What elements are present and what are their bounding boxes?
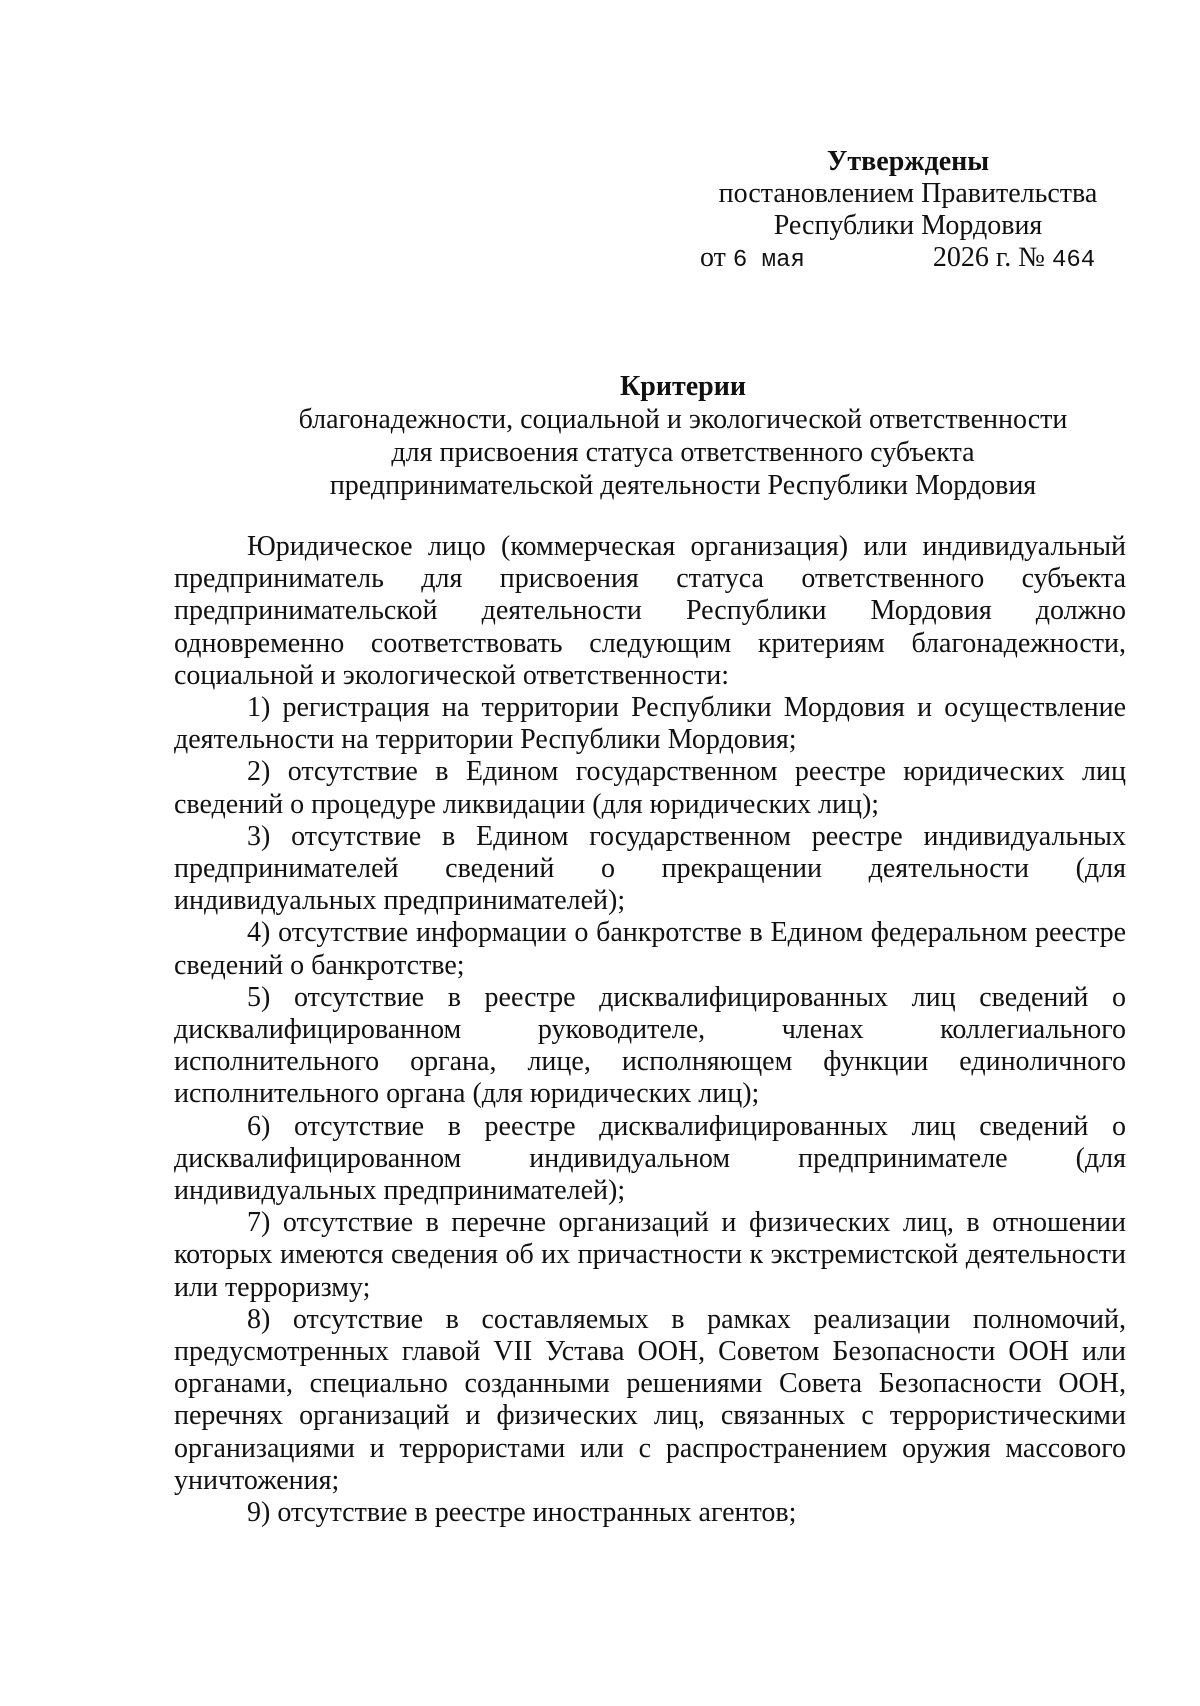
date-prefix: от — [700, 242, 726, 273]
intro-paragraph: Юридическое лицо (коммерческая организация) или индивидуальный предприниматель для присвоения статуса ответственного субъекта предпринимательской деятельности Республики Мордовия должно одновременно соответствовать следующим критериям благонадежности, социальной и экологической ответственности: — [174, 531, 1126, 691]
approval-date-line — [688, 242, 1128, 277]
document-heading — [168, 370, 1198, 502]
criterion-item: 6) отсутствие в реестре дисквалифицированных лиц сведений о дисквалифицированном индивидуальном предпринимателе (для индивидуальных предпринимателей); — [174, 1110, 1126, 1207]
criterion-item: 8) отсутствие в составляемых в рамках реализации полномочий, предусмотренных главой VII Устава ООН, Советом Безопасности ООН или органами, специально созданными решениями Совета Безопасности ООН, перечнях организаций и физических лиц, связанных с террористическими организациями и террористами или с распространением оружия массового уничтожения; — [174, 1303, 1126, 1496]
approval-title: Утверждены — [826, 146, 990, 177]
criterion-item: 7) отсутствие в перечне организаций и физических лиц, в отношении которых имеются сведения об их причастности к экстремистской деятельности или терроризму; — [174, 1207, 1126, 1303]
date-year: 2026 г. № — [932, 242, 1045, 273]
criterion-item: 5) отсутствие в реестре дисквалифицированных лиц сведений о дисквалифицированном руководителе, членах коллегиального исполнительного органа, лице, исполняющем функции единоличного исполнительного органа (для юридических лиц); — [174, 981, 1126, 1110]
criterion-item: 9) отсутствие в реестре иностранных агентов; — [247, 1497, 797, 1529]
criterion-item: 1) регистрация на территории Республики Мордовия и осуществление деятельности на территории Республики Мордовия; — [174, 692, 1126, 756]
document-body — [174, 531, 1126, 1529]
approval-block — [688, 146, 1128, 277]
subtitle-line: для присвоения статуса ответственного субъекта — [391, 437, 975, 468]
date-day-month: 6 мая — [732, 247, 805, 274]
approval-line-resolution: постановлением Правительства — [718, 178, 1098, 209]
criterion-item: 4) отсутствие информации о банкротстве в Едином федеральном реестре сведений о банкротстве; — [174, 917, 1126, 981]
criterion-item: 3) отсутствие в Едином государственном реестре индивидуальных предпринимателей сведений о прекращении деятельности (для индивидуальных предпринимателей); — [174, 820, 1126, 917]
document-number: 464 — [1051, 247, 1096, 274]
document-title: Критерии — [619, 371, 747, 402]
subtitle-line: благонадежности, социальной и экологической ответственности — [298, 404, 1068, 435]
criterion-item: 2) отсутствие в Едином государственном реестре юридических лиц сведений о процедуре ликвидации (для юридических лиц); — [174, 756, 1126, 820]
subtitle-line: предпринимательской деятельности Республики Мордовия — [329, 470, 1037, 501]
approval-line-republic: Республики Мордовия — [773, 210, 1043, 241]
